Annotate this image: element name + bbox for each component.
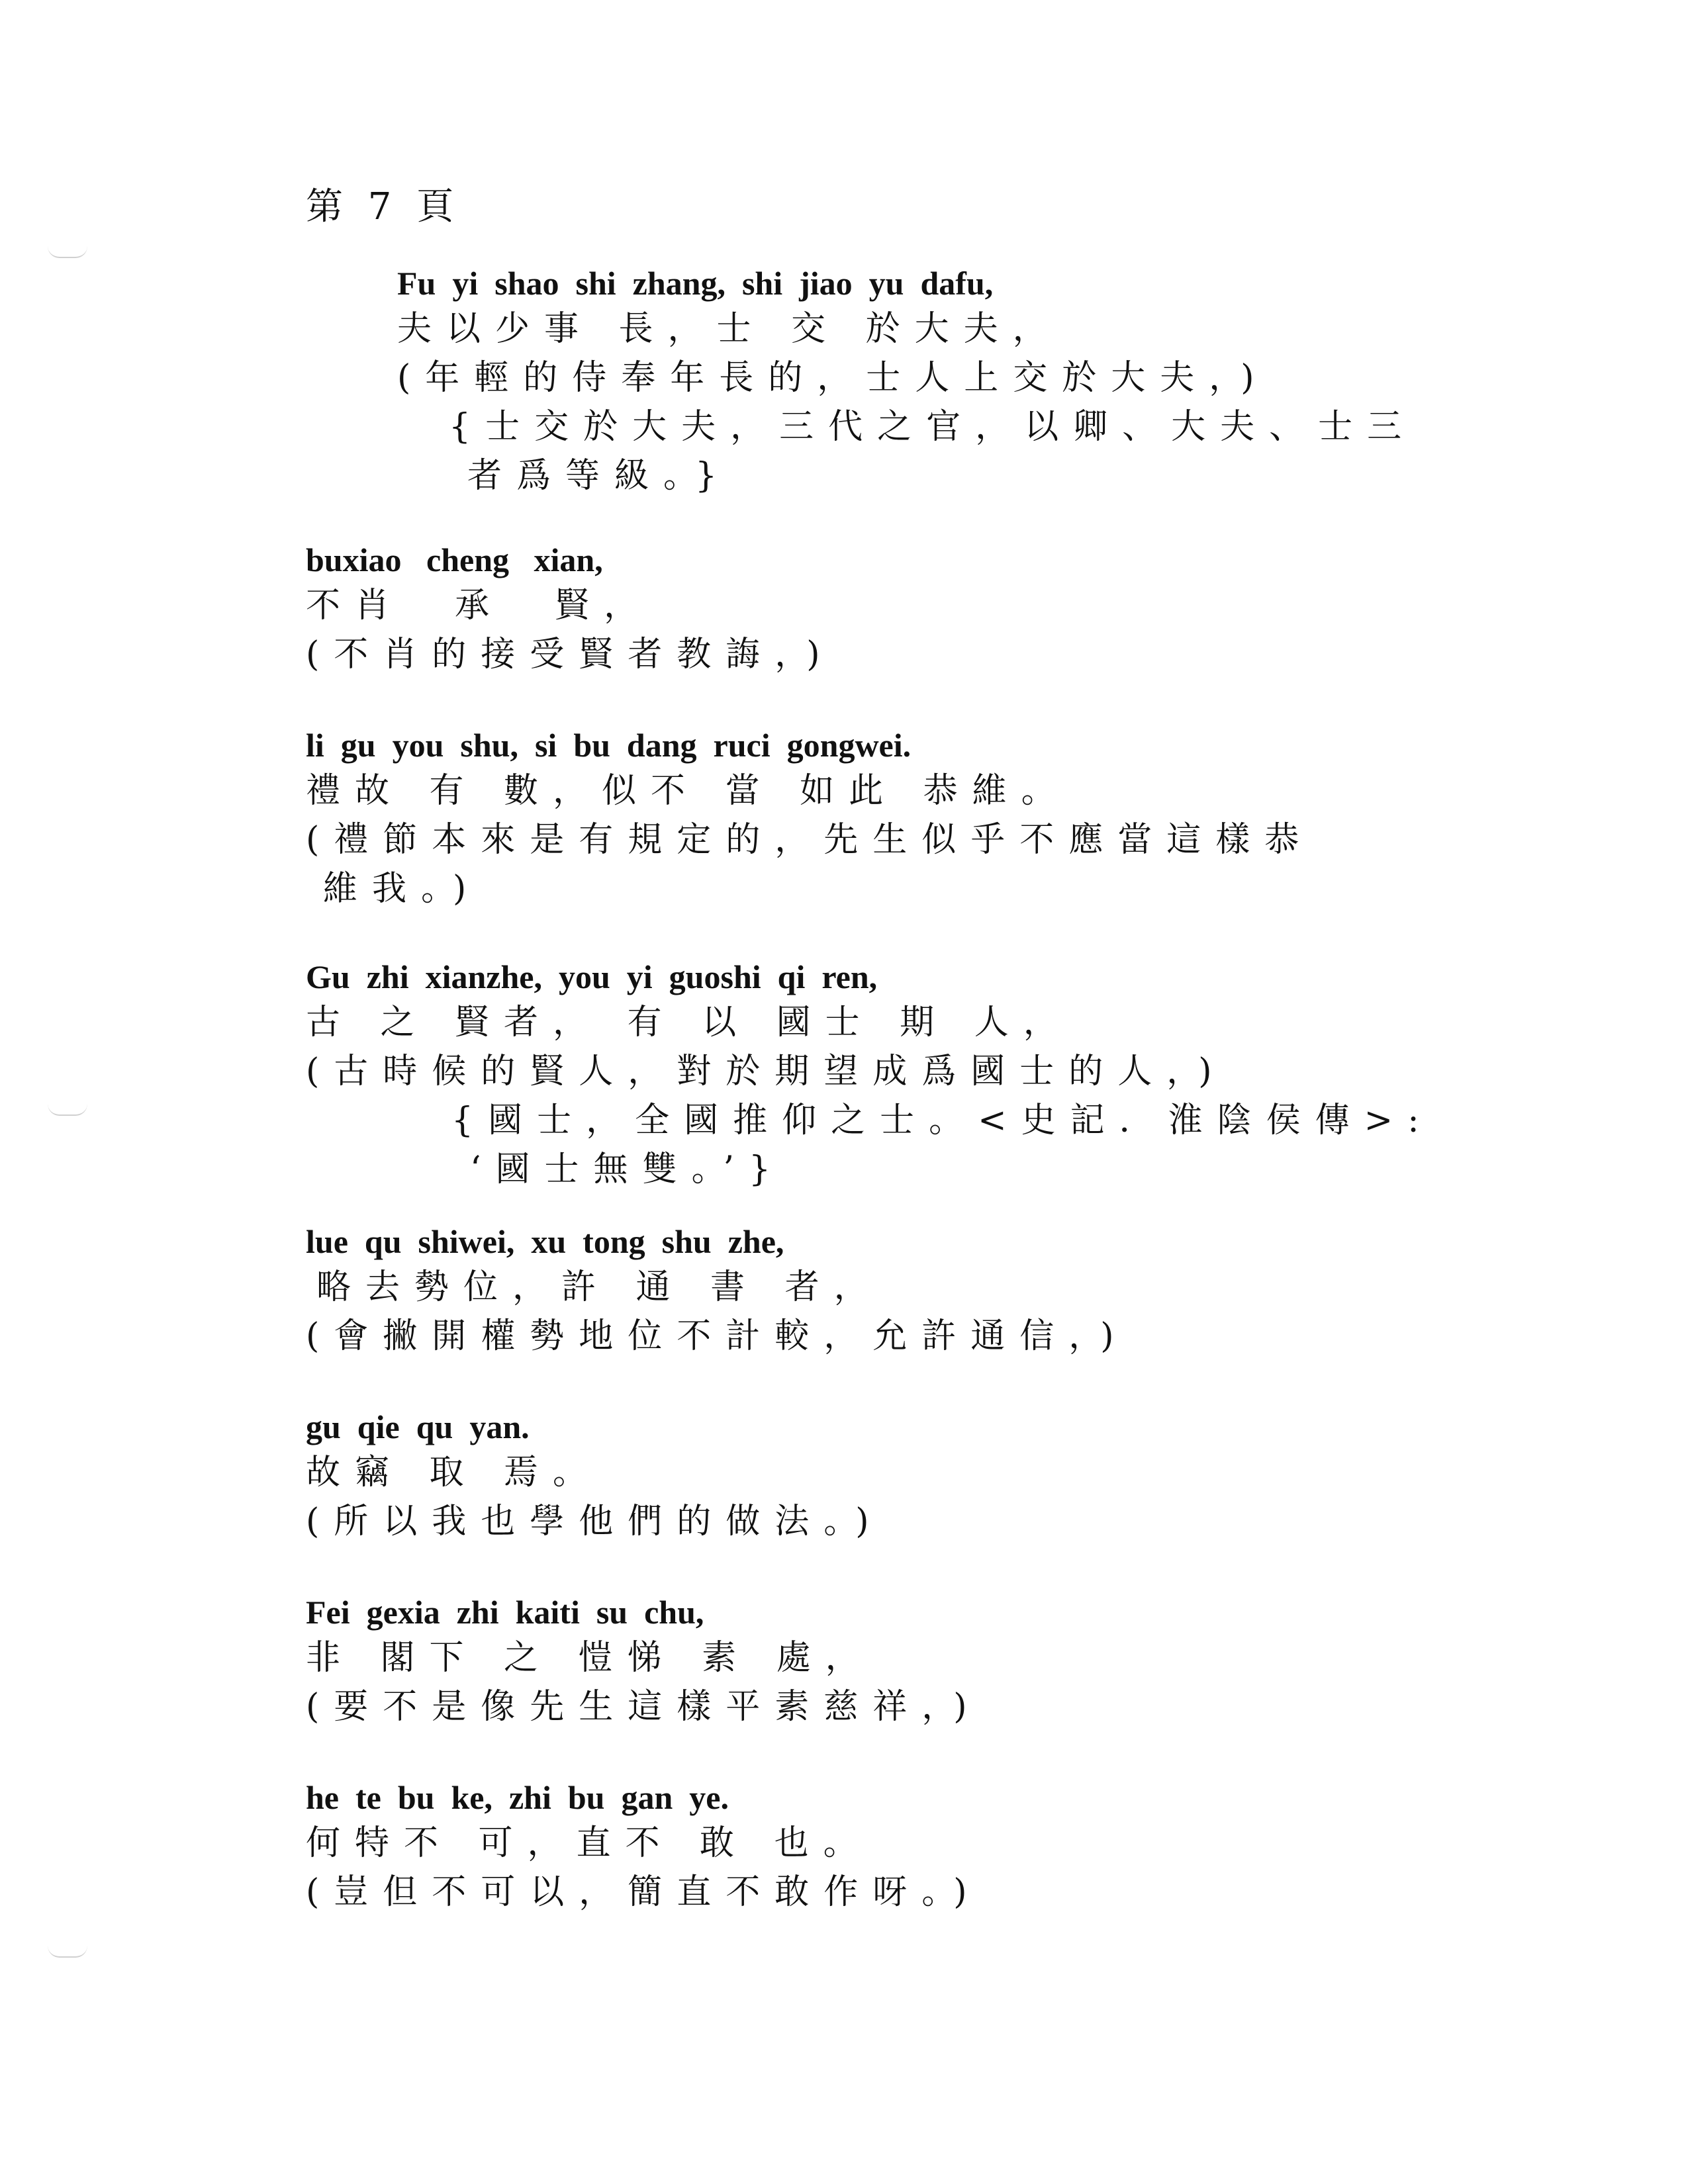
hanzi-line: 故竊 取 焉。 <box>306 1453 602 1492</box>
pinyin-line: lue qu shiwei, xu tong shu zhe, <box>306 1223 784 1260</box>
stanza-6 <box>306 1396 884 1546</box>
gloss-line: (會撇開權勢地位不計較，允許通信，) <box>306 1316 1129 1356</box>
gloss-line: (要不是像先生這樣平素慈祥，) <box>306 1687 982 1727</box>
stanza-8 <box>306 1767 982 1917</box>
stanza-7 <box>306 1582 982 1731</box>
pinyin-line: Gu zhi xianzhe, you yi guoshi qi ren, <box>306 958 878 995</box>
pinyin-line: buxiao cheng xian, <box>306 541 603 578</box>
gloss-line: (年輕的侍奉年長的，士人上交於大夫，) <box>397 358 1269 398</box>
gloss-line: (禮節本來是有規定的，先生似乎不應當這樣恭 <box>306 820 1314 860</box>
pinyin-line: he te bu ke, zhi bu gan ye. <box>306 1779 729 1816</box>
pinyin-line: Fei gexia zhi kaiti su chu, <box>306 1594 704 1631</box>
pinyin-line: li gu you shu, si bu dang ruci gongwei. <box>306 727 912 764</box>
note-line-continued: ‘國士無雙。’} <box>470 1150 786 1189</box>
gloss-line: (豈但不可以，簡直不敢作呀。) <box>306 1872 982 1912</box>
hanzi-line: 非 閣下 之 愷悌 素 處， <box>306 1638 874 1678</box>
note-line-continued: 者爲等級。} <box>467 456 732 496</box>
hanzi-line: 禮故 有 數，似不 當 如此 恭維。 <box>306 771 1070 811</box>
stanza-1 <box>397 253 1416 500</box>
stanza-2 <box>306 529 835 679</box>
gloss-line: (所以我也學他們的做法。) <box>306 1502 884 1541</box>
punch-hole-mark-top <box>48 246 87 258</box>
pinyin-line: Fu yi shao shi zhang, shi jiao yu dafu, <box>397 265 994 302</box>
punch-hole-mark-bottom <box>48 1946 87 1958</box>
hanzi-line: 古 之 賢者， 有 以 國士 期 人， <box>306 1003 1072 1042</box>
note-line: {國士，全國推仰之士。<史記．淮陰侯傳>: <box>451 1101 1434 1140</box>
pinyin-line: gu qie qu yan. <box>306 1408 530 1445</box>
hanzi-line: 略去勢位，許 通 書 者， <box>316 1267 883 1307</box>
punch-hole-mark-middle <box>48 1104 87 1116</box>
gloss-line: (不肖的接受賢者教誨，) <box>306 635 835 674</box>
hanzi-line: 不肖 承 賢， <box>306 586 653 625</box>
stanza-4 <box>306 946 1434 1194</box>
hanzi-line: 夫以少事 長，士 交 於大夫， <box>397 309 1062 349</box>
gloss-line: (古時候的賢人，對於期望成爲國士的人，) <box>306 1052 1227 1091</box>
gloss-line-continued: 維我。) <box>323 869 481 909</box>
stanza-3 <box>306 715 1313 913</box>
note-line: {士交於大夫，三代之官，以卿、大夫、士三 <box>449 407 1417 447</box>
stanza-5 <box>306 1211 1129 1361</box>
hanzi-line: 何特不 可，直不 敢 也。 <box>306 1823 872 1863</box>
page-number-header: 第 7 頁 <box>306 185 461 228</box>
